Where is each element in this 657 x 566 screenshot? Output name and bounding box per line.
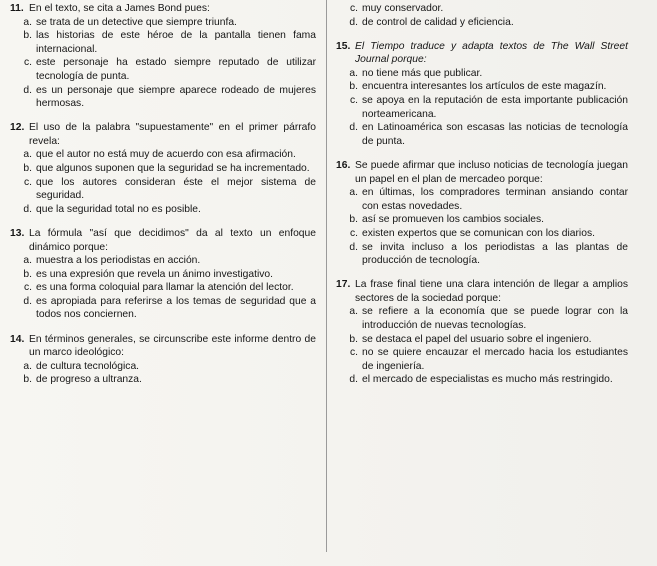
option-letter: b. [23,374,32,386]
option-text: es una expresión que revela un ánimo investigativo. [36,268,273,280]
option-text: no tiene más que publicar. [362,67,483,79]
stem-italic-lead: El Tiempo traduce y adapta textos de [355,40,551,52]
option-letter: b. [349,81,358,93]
question-number: 15. [336,40,351,52]
question-stem: La fórmula "así que decidimos" da al texto un enfoque dinámico porque: [29,227,316,253]
option-letter: a. [23,255,32,267]
question-stem [355,40,628,67]
question-14 [10,333,316,387]
question-14-continued [336,2,628,29]
option-text: existen expertos que se comunican con los diarios. [362,227,595,239]
option-letter: d. [349,374,358,386]
option-text: que el autor no está muy de acuerdo con esa afirmación. [36,149,296,161]
option-c [10,281,316,295]
option-letter: c. [349,227,358,239]
option-letter: a. [23,360,32,372]
option-text: se trata de un detective que siempre triunfa. [36,16,237,28]
option-letter: b. [349,333,358,345]
option-letter: d. [349,241,358,253]
question-16 [336,159,628,268]
option-letter: a. [23,16,32,28]
option-letter: a. [349,67,358,79]
question-stem: En el texto, se cita a James Bond pues: [29,3,210,14]
option-letter: c. [23,57,32,69]
question-number: 14. [10,333,25,345]
option-c [336,94,628,121]
option-text: este personaje ha estado siempre reputado de utilizar tecnología de punta. [36,57,316,82]
option-text: es una forma coloquial para llamar la atención del lector. [36,282,294,294]
option-text: se refiere a la economía que se puede lograr con la introducción de nuevas tecnologías. [362,306,628,331]
option-text: muy conservador. [362,3,444,14]
option-letter: b. [23,163,32,175]
option-letter: d. [349,16,358,28]
option-a [336,67,628,81]
column-divider [326,0,327,552]
option-text: es un personaje que siempre aparece rodeado de mujeres hermosas. [36,84,316,110]
option-b [10,162,316,176]
question-stem: El uso de la palabra "supuestamente" en el primer párrafo revela: [29,122,316,147]
question-number: 13. [10,227,25,239]
option-d [10,84,316,111]
option-b [336,80,628,94]
option-letter: d. [23,84,32,96]
option-letter: c. [349,347,358,359]
question-stem: La frase final tiene una clara intención de llegar a amplios sectores de la sociedad porque: [355,279,628,304]
option-c [336,2,628,16]
right-column [336,2,628,397]
option-text: se apoya en la reputación de esta importante publicación norteamericana. [362,95,628,120]
option-text: de control de calidad y eficiencia. [362,16,514,28]
option-a [336,186,628,213]
option-letter: c. [349,95,358,107]
option-letter: c. [23,176,32,188]
question-13 [10,227,316,322]
option-b [336,213,628,227]
option-letter: a. [349,306,358,318]
question-number: 12. [10,122,25,134]
question-15 [336,40,628,149]
option-text: que algunos suponen que la seguridad se ha incrementado. [36,163,310,175]
option-b [10,373,316,387]
option-text: se destaca el papel del usuario sobre el ingeniero. [362,333,592,345]
option-c [10,176,316,203]
option-a [10,148,316,162]
option-text: no se quiere encauzar el mercado hacia los estudiantes de ingeniería. [362,347,628,372]
left-column [10,2,316,397]
option-text: de cultura tecnológica. [36,360,140,372]
option-text: encuentra interesantes los artículos de este magazín. [362,81,607,93]
option-d [336,241,628,268]
question-11 [10,2,316,111]
option-a [336,305,628,332]
option-b [336,333,628,347]
option-d [10,295,316,322]
option-d [336,121,628,148]
question-number: 11. [10,3,24,14]
option-d [336,373,628,387]
option-b [10,268,316,282]
option-a [10,254,316,268]
option-letter: d. [23,203,32,215]
option-text: que los autores consideran éste el mejor sistema de seguridad. [36,176,316,202]
question-17 [336,278,628,387]
question-number: 17. [336,279,351,291]
option-c [10,56,316,83]
option-letter: b. [23,30,32,42]
option-a [10,360,316,374]
option-letter: a. [23,149,32,161]
option-a [10,16,316,30]
question-12 [10,121,316,216]
option-text: las historias de este héroe de la pantalla tienen fama internacional. [36,30,316,55]
source-publication: The Wall Street Journal [355,40,628,66]
option-text: es apropiada para referirse a los temas de seguridad que a todos nos conciernen. [36,295,316,321]
option-c [336,346,628,373]
question-stem: Se puede afirmar que incluso noticias de tecnología juegan un papel en el plan de mercadeo porque: [355,159,628,185]
option-d [10,203,316,217]
option-letter: b. [349,214,358,226]
stem-italic-tail: porque: [388,54,427,66]
option-letter: d. [23,295,32,307]
option-d [336,16,628,30]
option-text: en Latinoamérica son escasas las noticias de tecnología de punta. [362,122,628,147]
option-letter: a. [349,187,358,199]
option-text: de progreso a ultranza. [36,374,142,386]
option-text: el mercado de especialistas es mucho más restringido. [362,374,613,386]
option-letter: c. [23,282,32,294]
option-letter: d. [349,122,358,134]
option-text: en últimas, los compradores terminan ansiando contar con estas novedades. [362,187,628,212]
question-stem: En términos generales, se circunscribe este informe dentro de un marco ideológico: [29,333,316,359]
option-text: se invita incluso a los periodistas a las plantas de producción de tecnología. [362,241,628,267]
question-number: 16. [336,159,351,171]
option-letter: b. [23,268,32,280]
option-text: que la seguridad total no es posible. [36,203,201,215]
option-c [336,227,628,241]
option-text: así se promueven los cambios sociales. [362,214,544,226]
option-b [10,29,316,56]
option-letter: c. [349,3,358,14]
option-text: muestra a los periodistas en acción. [36,255,201,267]
